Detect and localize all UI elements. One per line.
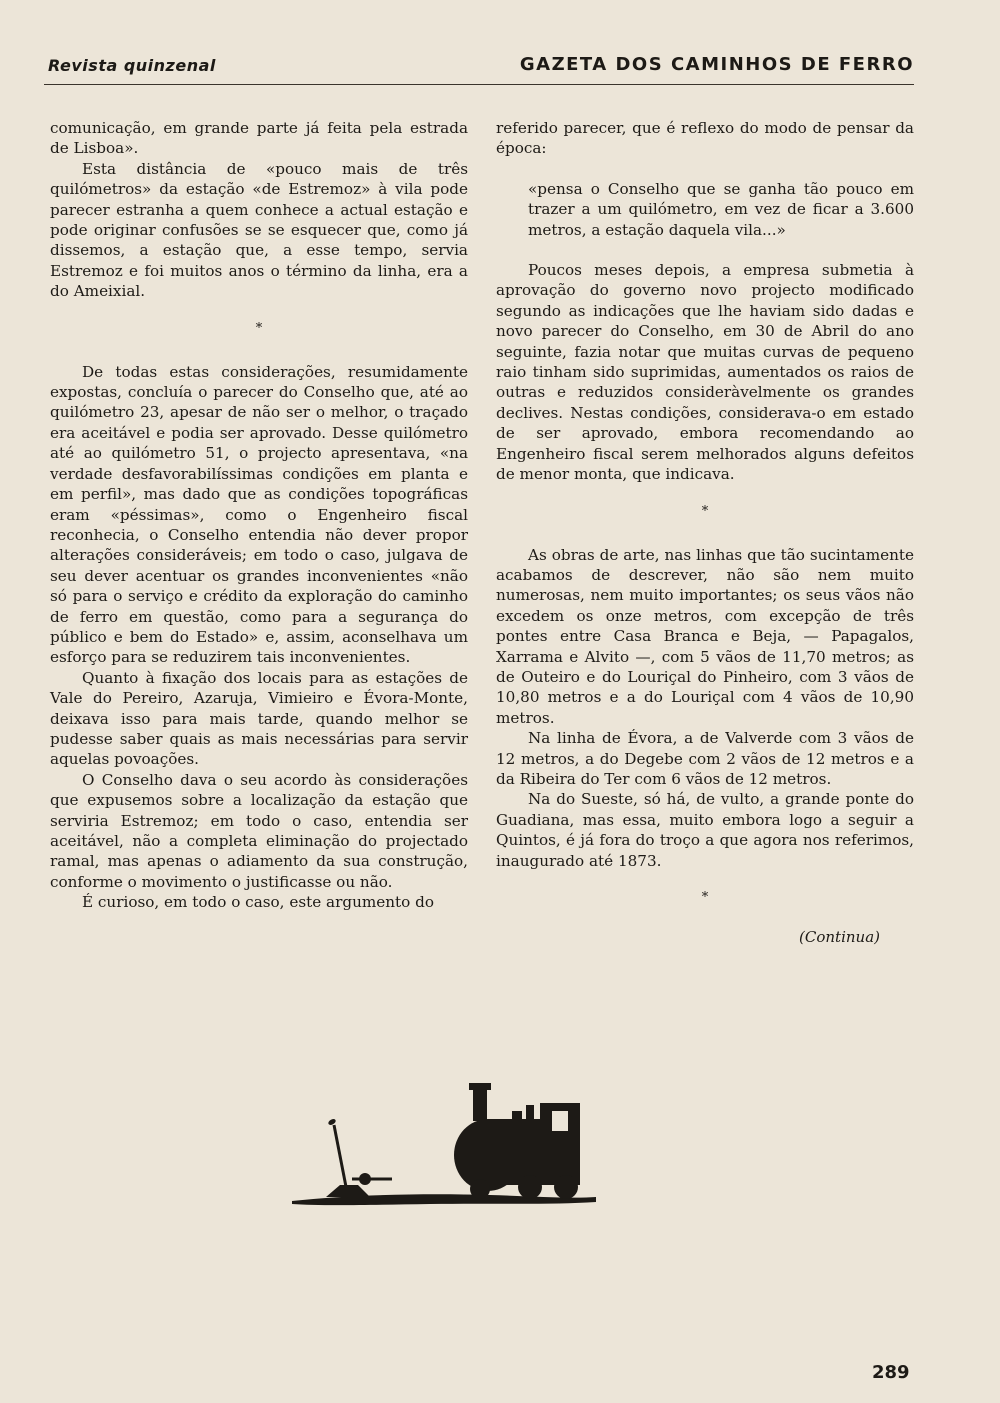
section-separator: * [701,503,709,519]
section-separator: * [701,890,709,905]
right-column [496,118,914,931]
paragraph: É curioso, em todo o caso, este argumento do [82,893,434,912]
locomotive-illustration [290,1075,600,1215]
block-quote: «pensa o Conselho que se ganha tão pouco em trazer a um quilómetro, em vez de ficar a 3.600 metros, a estação daquela vila...» [528,179,914,239]
section-separator: * [255,320,263,336]
paragraph: As obras de arte, nas linhas que tão sucintamente acabamos de descrever, não são nem muito numerosas, nem muito importantes; os seus vãos não excedem os onze metros, com excepção de três pontes entre Casa Branca e Beja, — Papagalos, Xarrama e Alvito —, com 5 vãos de 11,70 metros; as de Outeiro e do Louriçal do Pinheiro, com 3 vãos de 10,80 metros e a do Louriçal com 4 vãos de 10,90 metros. [496,545,914,727]
page-number: 289 [872,1362,910,1383]
header-left: Revista quinzenal [48,56,216,75]
paragraph: Poucos meses depois, a empresa submetia à aprovação do governo novo projecto modificado segundo as indicações que lhe haviam sido dadas e novo parecer do Conselho, em 30 de Abril do ano seguinte, fazia notar que muitas curvas de pequeno raio tinham sido suprimidas, aumentados os raios de outras e reduzidos consideràvelmente os grandes declives. Nestas condições, considerava-o em estado de ser aprovado, embora recomendando ao Engenheiro fiscal serem melhorados alguns defeitos de menor monta, que indicava. [496,261,914,484]
paragraph: Na linha de Évora, a de Valverde com 3 vãos de 12 metros, a do Degebe com 2 vãos de 12 metros e a da Ribeira do Ter com 6 vãos de 12 metros. [496,729,914,788]
paragraph: Quanto à fixação dos locais para as estações de Vale do Pereiro, Azaruja, Vimieiro e Évora-Monte, deixava isso para mais tarde, quando melhor se pudesse saber quais as mais necessárias para servir aquelas povoações. [50,668,468,769]
paragraph: O Conselho dava o seu acordo às considerações que expusemos sobre a localização da estação que serviria Estremoz; em todo o caso, entendia ser aceitável, não a completa eliminação do projectado ramal, mas apenas o adiamento da sua construção, conforme o movimento o justificasse ou não. [50,770,468,891]
paragraph: Na do Sueste, só há, de vulto, a grande ponte do Guadiana, mas essa, muito embora logo a seguir a Quintos, é já fora do troço a que agora nos referimos, inaugurado até 1873. [496,790,914,870]
paragraph: Esta distância de «pouco mais de três quilómetros» da estação «de Estremoz» à vila pode parecer estranha a quem conhece a actual estação e pode originar confusões se se esquecer que, como já dissemos, a estação que, a esse tempo, servia Estremoz e foi muitos anos o términо da linha, era a do Ameixial. [50,159,468,301]
continued-note: (Continua) [799,928,880,946]
left-column [50,118,468,913]
header-right: GAZETA DOS CAMINHOS DE FERRO [519,54,914,75]
paragraph: comunicação, em grande parte já feita pela estrada de Lisboa». [50,119,468,158]
paragraph: De todas estas considerações, resumidamente expostas, concluía o parecer do Conselho que, até ao quilómetro 23, apesar de não ser o melhor, o traçado era aceitável e podia ser aprovado. Desse quilómetro até ao quilómetro 51, o projecto apresentava, «na verdade desfavorabilíssimas condições em planta e em perfil», mas dado que as condições topográficas eram «péssimas», como o Engenheiro fiscal reconhecia, o Conselho entendia não dever propor alterações consideráveis; em todo o caso, julgava de seu dever acentuar os grandes inconvenientes «não só para o serviço e crédito da exploração do caminho de ferro em questão, como para a segurança do público e bem do Estado» e, assim, aconselhava um esforço para se reduzirem tais inconvenientes. [50,362,468,667]
paragraph: referido parecer, que é reflexo do modo de pensar da época: [496,119,914,158]
running-header [44,52,914,85]
